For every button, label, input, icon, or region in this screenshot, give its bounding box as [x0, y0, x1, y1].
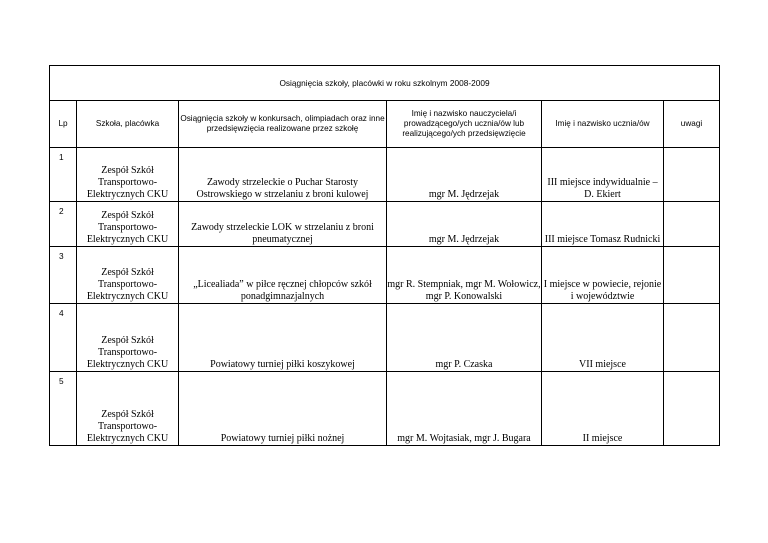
remarks-cell	[664, 304, 720, 372]
achievement-cell: „Licealiada” w piłce ręcznej chłopców szkół ponadgimnazjalnych	[179, 247, 387, 304]
row-number: 5	[59, 376, 64, 386]
header-achievement: Osiągnięcia szkoły w konkursach, olimpiadach oraz inne przedsięwzięcia realizowane przez szkołę	[179, 101, 387, 148]
row-number-cell	[50, 372, 77, 446]
table-row	[50, 148, 720, 202]
header-lp: Lp	[50, 101, 77, 148]
teacher-cell: mgr P. Czaska	[387, 304, 542, 372]
school-cell: Zespół Szkół Transportowo-Elektrycznych CKU	[77, 202, 179, 247]
table-row	[50, 372, 720, 446]
student-cell: III miejsce indywidualnie – D. Ekiert	[542, 148, 664, 202]
row-number: 3	[59, 251, 64, 261]
row-number-cell	[50, 304, 77, 372]
teacher-cell: mgr R. Stempniak, mgr M. Wołowicz, mgr P. Konowalski	[387, 247, 542, 304]
table-row	[50, 304, 720, 372]
title-row	[50, 66, 720, 101]
school-cell: Zespół Szkół Transportowo-Elektrycznych CKU	[77, 247, 179, 304]
header-row	[50, 101, 720, 148]
teacher-cell: mgr M. Jędrzejak	[387, 148, 542, 202]
achievement-cell: Powiatowy turniej piłki koszykowej	[179, 304, 387, 372]
achievement-cell: Zawody strzeleckie LOK w strzelaniu z broni pneumatycznej	[179, 202, 387, 247]
header-teacher: Imię i nazwisko nauczyciela/i prowadzącego/ych ucznia/ów lub realizującego/ych przedsięwzięcie	[387, 101, 542, 148]
school-cell: Zespół Szkół Transportowo-Elektrycznych CKU	[77, 148, 179, 202]
achievement-cell: Zawody strzeleckie o Puchar Starosty Ostrowskiego w strzelaniu z broni kulowej	[179, 148, 387, 202]
row-number-cell	[50, 202, 77, 247]
row-number: 2	[59, 206, 64, 216]
row-number-cell	[50, 148, 77, 202]
remarks-cell	[664, 372, 720, 446]
table-row	[50, 202, 720, 247]
row-number-cell	[50, 247, 77, 304]
row-number: 1	[59, 152, 64, 162]
school-cell: Zespół Szkół Transportowo-Elektrycznych CKU	[77, 304, 179, 372]
school-cell: Zespół Szkół Transportowo-Elektrycznych CKU	[77, 372, 179, 446]
remarks-cell	[664, 202, 720, 247]
teacher-cell: mgr M. Wojtasiak, mgr J. Bugara	[387, 372, 542, 446]
teacher-cell: mgr M. Jędrzejak	[387, 202, 542, 247]
remarks-cell	[664, 247, 720, 304]
table-row	[50, 247, 720, 304]
student-cell: III miejsce Tomasz Rudnicki	[542, 202, 664, 247]
remarks-cell	[664, 148, 720, 202]
header-remarks: uwagi	[664, 101, 720, 148]
header-school: Szkoła, placówka	[77, 101, 179, 148]
row-number: 4	[59, 308, 64, 318]
achievements-table	[49, 65, 720, 446]
student-cell: II miejsce	[542, 372, 664, 446]
achievement-cell: Powiatowy turniej piłki nożnej	[179, 372, 387, 446]
student-cell: I miejsce w powiecie, rejonie i województwie	[542, 247, 664, 304]
student-cell: VII miejsce	[542, 304, 664, 372]
table-title: Osiągnięcia szkoły, placówki w roku szkolnym 2008-2009	[50, 66, 720, 101]
header-student: Imię i nazwisko ucznia/ów	[542, 101, 664, 148]
